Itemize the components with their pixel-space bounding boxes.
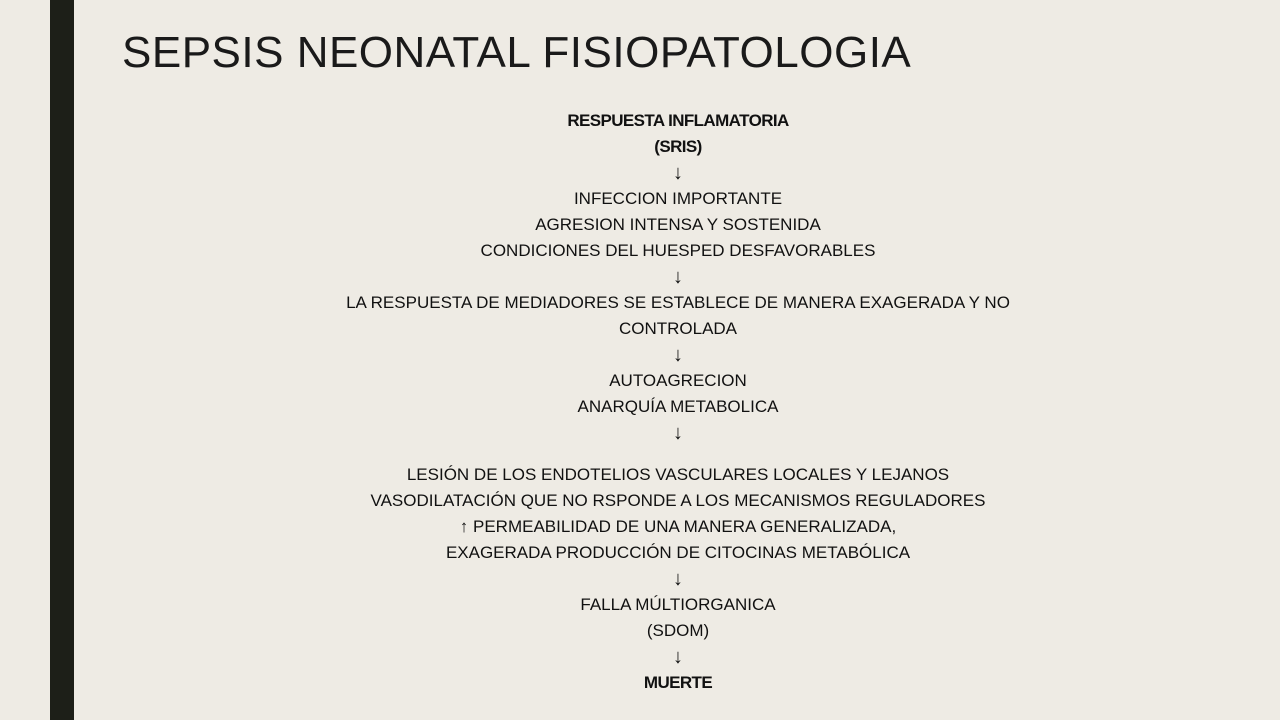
down-arrow-icon: ↓ xyxy=(673,344,683,366)
flow-step-5-line-1: LESIÓN DE LOS ENDOTELIOS VASCULARES LOCALES Y LEJANOS xyxy=(406,465,950,484)
flow-step-3-line-1: LA RESPUESTA DE MEDIADORES SE ESTABLECE DE MANERA EXAGERADA Y NO xyxy=(346,293,1010,312)
flow-step-2-line-2: AGRESION INTENSA Y SOSTENIDA xyxy=(535,215,821,234)
flow-step-2-line-3: CONDICIONES DEL HUESPED DESFAVORABLES xyxy=(480,241,876,260)
down-arrow-icon: ↓ xyxy=(673,568,683,590)
flow-step-5-line-2: VASODILATACIÓN QUE NO RSPONDE A LOS MECANISMOS REGULADORES xyxy=(370,491,986,510)
flow-step-4-line-1: AUTOAGRECION xyxy=(609,371,747,390)
flow-step-7-outcome: MUERTE xyxy=(643,673,713,692)
down-arrow-icon: ↓ xyxy=(673,266,683,288)
flow-step-6-line-1: FALLA MÚLTIORGANICA xyxy=(580,595,776,614)
flow-step-6-line-2: (SDOM) xyxy=(646,621,710,640)
side-accent-bar xyxy=(50,0,74,720)
flow-step-1-line-1: RESPUESTA INFLAMATORIA xyxy=(567,111,789,130)
down-arrow-icon: ↓ xyxy=(673,422,683,444)
flow-step-3-line-2: CONTROLADA xyxy=(618,319,738,338)
flow-step-1-line-2: (SRIS) xyxy=(654,137,702,156)
flow-step-4-line-2: ANARQUÍA METABOLICA xyxy=(577,397,779,416)
flow-step-5-line-3: ↑ PERMEABILIDAD DE UNA MANERA GENERALIZADA, xyxy=(459,517,897,536)
down-arrow-icon: ↓ xyxy=(673,646,683,668)
slide-title: SEPSIS NEONATAL FISIOPATOLOGIA xyxy=(122,28,912,77)
flow-diagram xyxy=(170,108,1186,696)
down-arrow-icon: ↓ xyxy=(673,162,683,184)
flow-step-5-line-4: EXAGERADA PRODUCCIÓN DE CITOCINAS METABÓLICA xyxy=(445,543,911,562)
flow-step-2-line-1: INFECCION IMPORTANTE xyxy=(573,189,783,208)
spacer xyxy=(170,446,1186,462)
